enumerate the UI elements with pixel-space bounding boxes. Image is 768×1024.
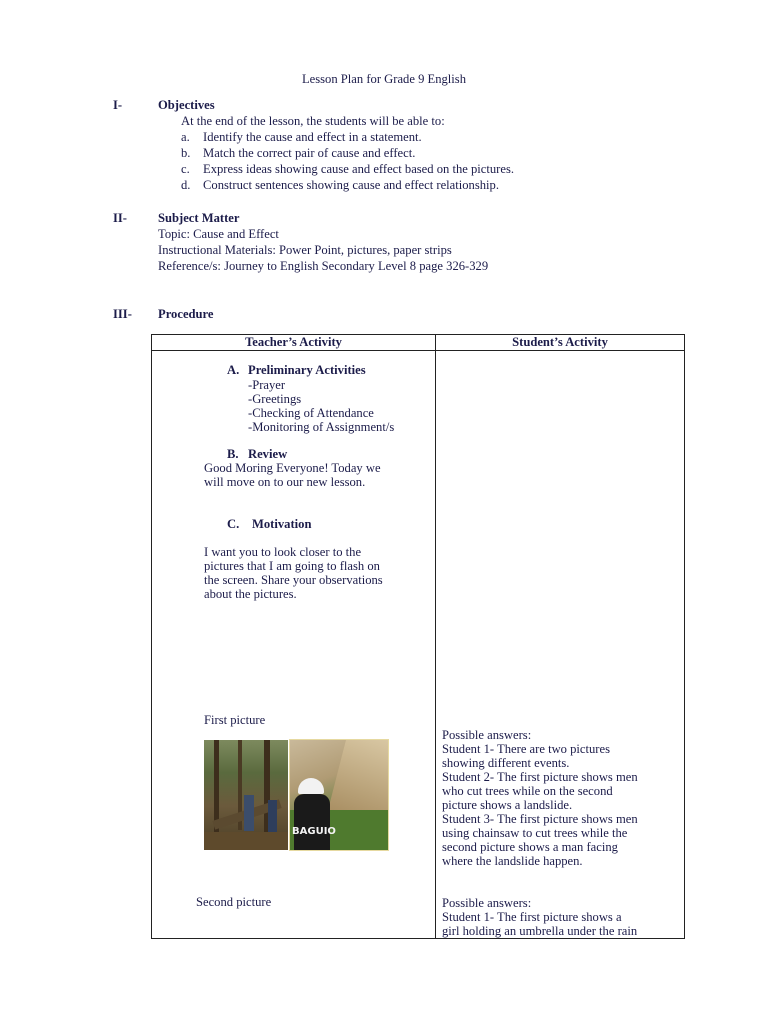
objective-text: Match the correct pair of cause and effect. [203,146,416,160]
answer-line: showing different events. [442,756,570,770]
landslide-photo [290,740,388,850]
section-numeral-objectives: I- [113,98,123,112]
objective-letter: a. [181,130,190,144]
subject-matter-heading: Subject Matter [158,211,240,225]
preliminary-item: -Checking of Attendance [248,406,374,420]
review-line: will move on to our new lesson. [204,475,366,489]
section-numeral-subject-matter: II- [113,211,127,225]
second-picture-label: Second picture [196,895,272,909]
photo-caption: BAGUIO [292,826,336,837]
student-activity-header: Student’s Activity [512,335,608,349]
objective-letter: b. [181,146,191,160]
motivation-line: about the pictures. [204,587,297,601]
answer-line: second picture shows a man facing [442,840,618,854]
teacher-activity-header: Teacher’s Activity [245,335,342,349]
objective-text: Identify the cause and effect in a statement. [203,130,422,144]
answer-line: where the landslide happen. [442,854,583,868]
answer-line: Student 3- The first picture shows men [442,812,638,826]
subject-reference: Reference/s: Journey to English Secondary Level 8 page 326-329 [158,259,489,273]
objective-text: Construct sentences showing cause and effect relationship. [203,178,499,192]
first-picture-label: First picture [204,713,266,727]
answer-line: girl holding an umbrella under the rain [442,924,638,938]
review-line: Good Moring Everyone! Today we [204,461,381,475]
possible-answers-heading: Possible answers: [442,896,532,910]
motivation-line: the screen. Share your observations [204,573,383,587]
possible-answers-heading: Possible answers: [442,728,532,742]
preliminary-item: -Prayer [248,378,286,392]
motivation-label: C. [227,517,240,531]
subject-topic: Topic: Cause and Effect [158,227,279,241]
objectives-heading: Objectives [158,98,215,112]
motivation-heading: Motivation [252,517,312,531]
subject-materials: Instructional Materials: Power Point, pictures, paper strips [158,243,452,257]
answer-line: Student 1- There are two pictures [442,742,610,756]
preliminary-heading: Preliminary Activities [248,363,366,377]
motivation-line: I want you to look closer to the [204,545,362,559]
objective-letter: d. [181,178,191,192]
answer-line: Student 2- The first picture shows men [442,770,638,784]
page-title: Lesson Plan for Grade 9 English [301,72,467,86]
objective-letter: c. [181,162,190,176]
tree-cutting-photo [204,740,288,850]
motivation-line: pictures that I am going to flash on [204,559,380,573]
answer-line: who cut trees while on the second [442,784,613,798]
preliminary-item: -Monitoring of Assignment/s [248,420,395,434]
preliminary-item: -Greetings [248,392,302,406]
objective-text: Express ideas showing cause and effect based on the pictures. [203,162,515,176]
procedure-heading: Procedure [158,307,214,321]
answer-line: Student 1- The first picture shows a [442,910,622,924]
answer-line: using chainsaw to cut trees while the [442,826,628,840]
column-divider [435,335,436,938]
answer-line: picture shows a landslide. [442,798,573,812]
review-label: B. [227,447,239,461]
header-divider [152,350,684,351]
preliminary-label: A. [227,363,240,377]
section-numeral-procedure: III- [113,307,132,321]
objectives-intro: At the end of the lesson, the students will be able to: [181,114,445,128]
review-heading: Review [248,447,288,461]
